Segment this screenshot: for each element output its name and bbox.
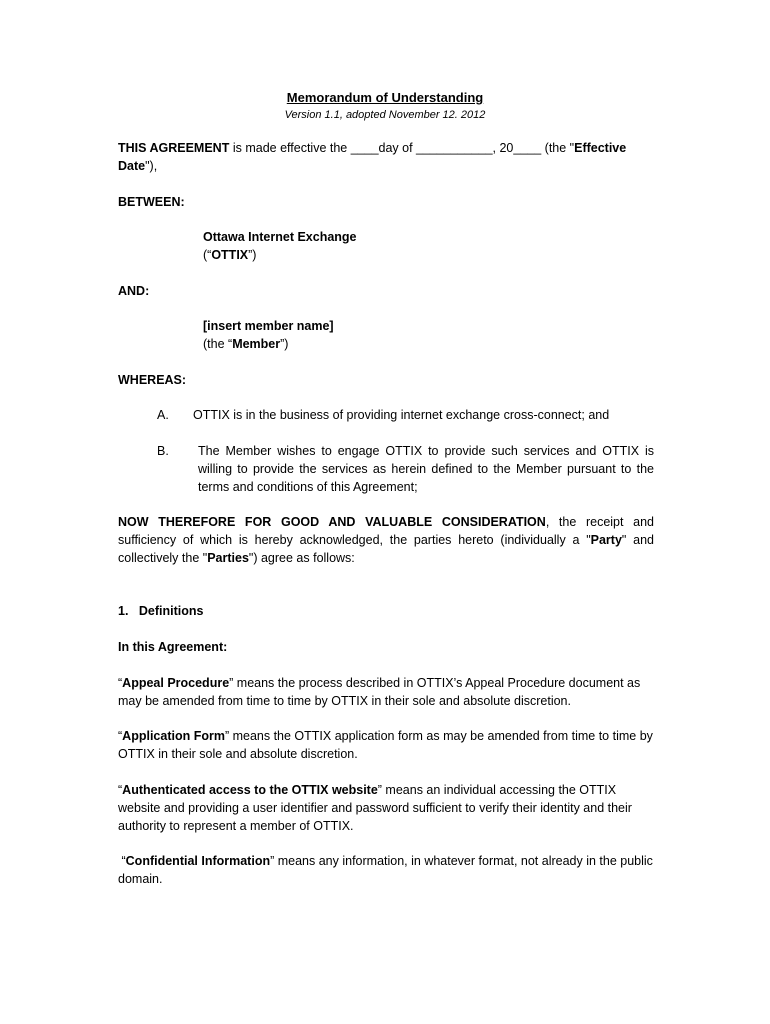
definition-text: ” means the process described in OTTIX’s Appeal Procedure document as may be amended from time to time by OTTIX in their sole and absolute discretion. bbox=[118, 676, 641, 708]
party1-short-line bbox=[203, 246, 357, 264]
party1-name: Ottawa Internet Exchange bbox=[203, 230, 357, 244]
party2-short: Member bbox=[232, 337, 281, 351]
definition-text: ” means the OTTIX application form as may be amended from time to time by OTTIX in their sole and absolute discretion. bbox=[118, 729, 653, 761]
definition-term: Appeal Procedure bbox=[122, 676, 230, 690]
definition-term: Authenticated access to the OTTIX website bbox=[122, 783, 378, 797]
document-version: Version 1.1, adopted November 12. 2012 bbox=[284, 109, 486, 121]
definition-term: Application Form bbox=[122, 729, 225, 743]
intro-text: is made effective the ____day of ___________, 20____ (the " bbox=[229, 141, 575, 155]
party2-name: [insert member name] bbox=[203, 319, 334, 333]
consideration-text2: " and collectively the " bbox=[118, 533, 654, 565]
party2-open: (the “ bbox=[203, 337, 233, 351]
recital-b-marker: B. bbox=[157, 444, 169, 458]
section-heading: 1. Definitions bbox=[118, 604, 204, 618]
party1-open: (“ bbox=[203, 248, 212, 262]
recital-a-text: OTTIX is in the business of providing internet exchange cross-connect; and bbox=[193, 408, 610, 422]
section-subheading: In this Agreement: bbox=[118, 640, 228, 654]
party1-close: ”) bbox=[248, 248, 257, 262]
party1-short: OTTIX bbox=[211, 248, 249, 262]
intro-close: "), bbox=[145, 159, 158, 173]
quote-open: “ bbox=[118, 676, 123, 690]
effective-date-term: Effective Date bbox=[118, 141, 627, 173]
definition-text: ” means an individual accessing the OTTIX website and providing a user identifier and password sufficient to verify their identity and their authority to represent a member of OTTIX. bbox=[118, 783, 632, 833]
parties-term: Parties bbox=[207, 551, 249, 565]
between-label: BETWEEN: bbox=[118, 195, 185, 209]
definition-confidential-information bbox=[118, 852, 657, 888]
party2-block bbox=[203, 317, 334, 353]
definition-authenticated-access bbox=[118, 781, 654, 835]
party-term: Party bbox=[590, 533, 622, 547]
consideration-text3: ") agree as follows: bbox=[248, 551, 355, 565]
definition-application-form bbox=[118, 727, 654, 763]
this-agreement-term: THIS AGREEMENT bbox=[118, 141, 230, 155]
consideration-paragraph bbox=[118, 513, 654, 567]
quote-open: “ bbox=[118, 854, 126, 868]
definition-text: ” means any information, in whatever format, not already in the public domain. bbox=[118, 854, 657, 886]
and-label: AND: bbox=[118, 284, 150, 298]
recital-b-text: The Member wishes to engage OTTIX to provide such services and OTTIX is willing to provide the services as herein defined to the Member pursuant to the terms and conditions of this Agreement; bbox=[198, 444, 654, 494]
party2-close: ”) bbox=[280, 337, 289, 351]
party2-short-line bbox=[203, 335, 334, 353]
definition-term: Confidential Information bbox=[125, 854, 271, 868]
definition-appeal-procedure bbox=[118, 674, 654, 710]
quote-open: “ bbox=[118, 783, 123, 797]
quote-open: “ bbox=[118, 729, 123, 743]
intro-paragraph bbox=[118, 139, 654, 175]
party1-block bbox=[203, 228, 357, 264]
whereas-label: WHEREAS: bbox=[118, 373, 187, 387]
consideration-text1: , the receipt and sufficiency of which is hereby acknowledged, the parties hereto (individually a " bbox=[118, 515, 654, 547]
document-title: Memorandum of Understanding bbox=[286, 90, 484, 105]
recital-a-marker: A. bbox=[157, 408, 169, 422]
consideration-lead: NOW THEREFORE FOR GOOD AND VALUABLE CONSIDERATION bbox=[118, 515, 546, 529]
